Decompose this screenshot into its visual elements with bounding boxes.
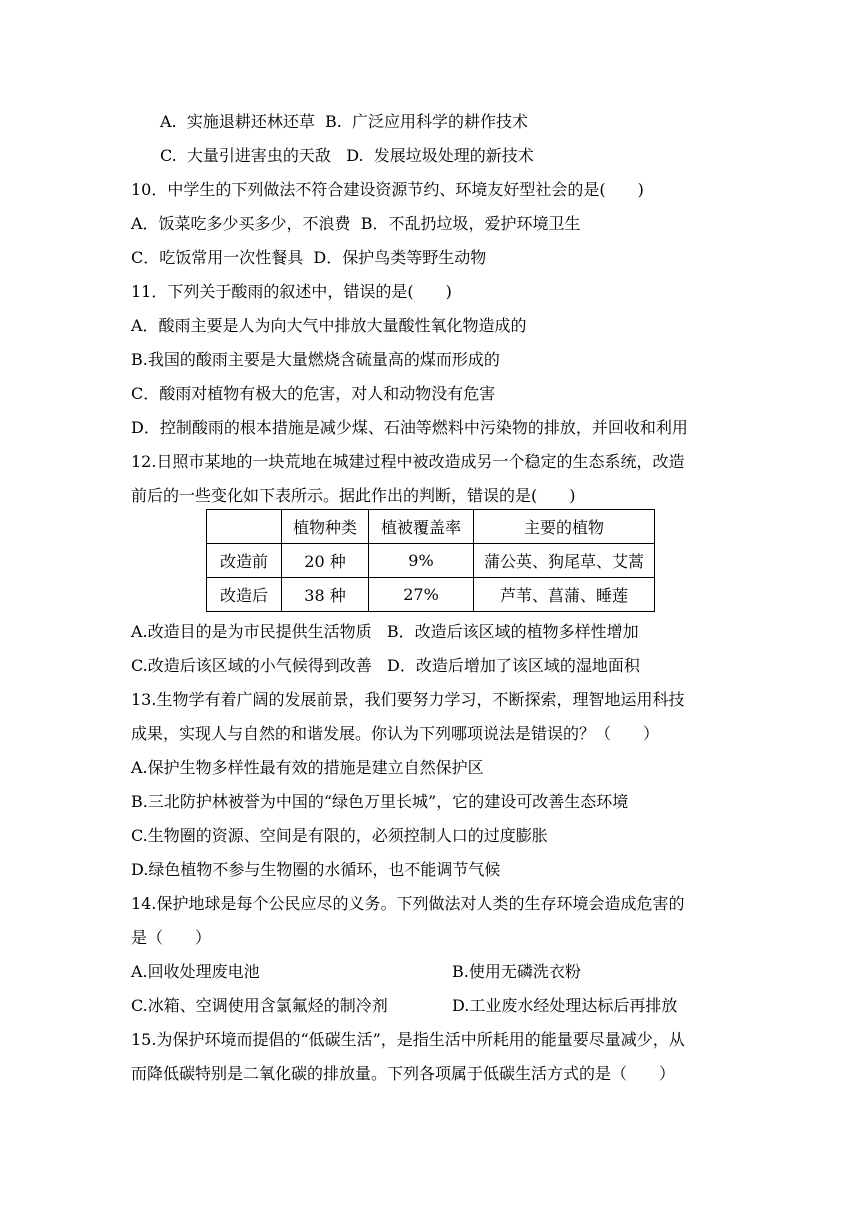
q10-option-line-2: C．吃饭常用一次性餐具 D．保护鸟类等野生动物 bbox=[131, 248, 487, 267]
q14-stem-line-2: 是（ ） bbox=[131, 928, 212, 947]
q14-option-c: C.冰箱、空调使用含氯氟烃的制冷剂 bbox=[131, 996, 388, 1015]
table-cell: 38 种 bbox=[282, 578, 369, 612]
table-cell: 蒲公英、狗尾草、艾蒿 bbox=[474, 544, 655, 578]
q12-table bbox=[206, 509, 655, 612]
q13-option-b: B.三北防护林被誉为中国的“绿色万里长城”，它的建设可改善生态环境 bbox=[131, 792, 629, 811]
q14-option-d: D.工业废水经处理达标后再排放 bbox=[452, 996, 678, 1015]
q10-option-line-1: A．饭菜吃多少买多少，不浪费 B．不乱扔垃圾，爱护环境卫生 bbox=[131, 214, 581, 233]
table-cell: 改造后 bbox=[207, 578, 282, 612]
q13-option-c: C.生物圈的资源、空间是有限的，必须控制人口的过度膨胀 bbox=[131, 826, 548, 845]
q12-stem-line-1: 12.日照市某地的一块荒地在城建过程中被改造成另一个稳定的生态系统，改造 bbox=[131, 452, 685, 471]
table-cell: 芦苇、菖蒲、睡莲 bbox=[474, 578, 655, 612]
table-row bbox=[207, 544, 655, 578]
table-header-cell: 主要的植物 bbox=[474, 510, 655, 544]
q9-option-line-2: C. 大量引进害虫的天敌 D. 发展垃圾处理的新技术 bbox=[160, 146, 534, 165]
table-row bbox=[207, 578, 655, 612]
table-header-cell bbox=[207, 510, 282, 544]
q9-option-line-1: A. 实施退耕还林还草 B. 广泛应用科学的耕作技术 bbox=[160, 112, 529, 131]
table-cell: 改造前 bbox=[207, 544, 282, 578]
q11-option-c: C．酸雨对植物有极大的危害，对人和动物没有危害 bbox=[131, 384, 496, 403]
q11-stem: 11．下列关于酸雨的叙述中，错误的是( ) bbox=[131, 282, 452, 301]
table-cell: 9% bbox=[369, 544, 474, 578]
q11-option-d: D．控制酸雨的根本措施是减少煤、石油等燃料中污染物的排放，并回收和利用 bbox=[131, 418, 688, 437]
q12-option-line-1: A.改造目的是为市民提供生活物质 B．改造后该区域的植物多样性增加 bbox=[131, 622, 639, 641]
q13-option-d: D.绿色植物不参与生物圈的水循环，也不能调节气候 bbox=[131, 860, 501, 879]
q11-option-a: A．酸雨主要是人为向大气中排放大量酸性氧化物造成的 bbox=[131, 316, 527, 335]
q14-stem-line-1: 14.保护地球是每个公民应尽的义务。下列做法对人类的生存环境会造成危害的 bbox=[131, 894, 685, 913]
q10-stem: 10．中学生的下列做法不符合建设资源节约、环境友好型社会的是( ) bbox=[131, 180, 644, 199]
table-cell: 20 种 bbox=[282, 544, 369, 578]
table-header-cell: 植物种类 bbox=[282, 510, 369, 544]
q14-option-b: B.使用无磷洗衣粉 bbox=[452, 962, 581, 981]
q13-stem-line-1: 13.生物学有着广阔的发展前景，我们要努力学习，不断探索，理智地运用科技 bbox=[131, 690, 685, 709]
q11-option-b: B.我国的酸雨主要是大量燃烧含硫量高的煤而形成的 bbox=[131, 350, 500, 369]
table-header-row bbox=[207, 510, 655, 544]
q12-stem-line-2: 前后的一些变化如下表所示。据此作出的判断，错误的是( ) bbox=[131, 486, 576, 505]
q15-stem-line-2: 而降低碳特别是二氧化碳的排放量。下列各项属于低碳生活方式的是（ ） bbox=[131, 1064, 676, 1083]
table-cell: 27% bbox=[369, 578, 474, 612]
q15-stem-line-1: 15.为保护环境而提倡的“低碳生活”，是指生活中所耗用的能量要尽量减少，从 bbox=[131, 1030, 685, 1049]
q12-option-line-2: C.改造后该区域的小气候得到改善 D．改造后增加了该区域的湿地面积 bbox=[131, 656, 640, 675]
q14-option-a: A.回收处理废电池 bbox=[131, 962, 260, 981]
q13-stem-line-2: 成果，实现人与自然的和谐发展。你认为下列哪项说法是错误的？（ ） bbox=[131, 724, 660, 743]
q13-option-a: A.保护生物多样性最有效的措施是建立自然保护区 bbox=[131, 758, 484, 777]
table-header-cell: 植被覆盖率 bbox=[369, 510, 474, 544]
